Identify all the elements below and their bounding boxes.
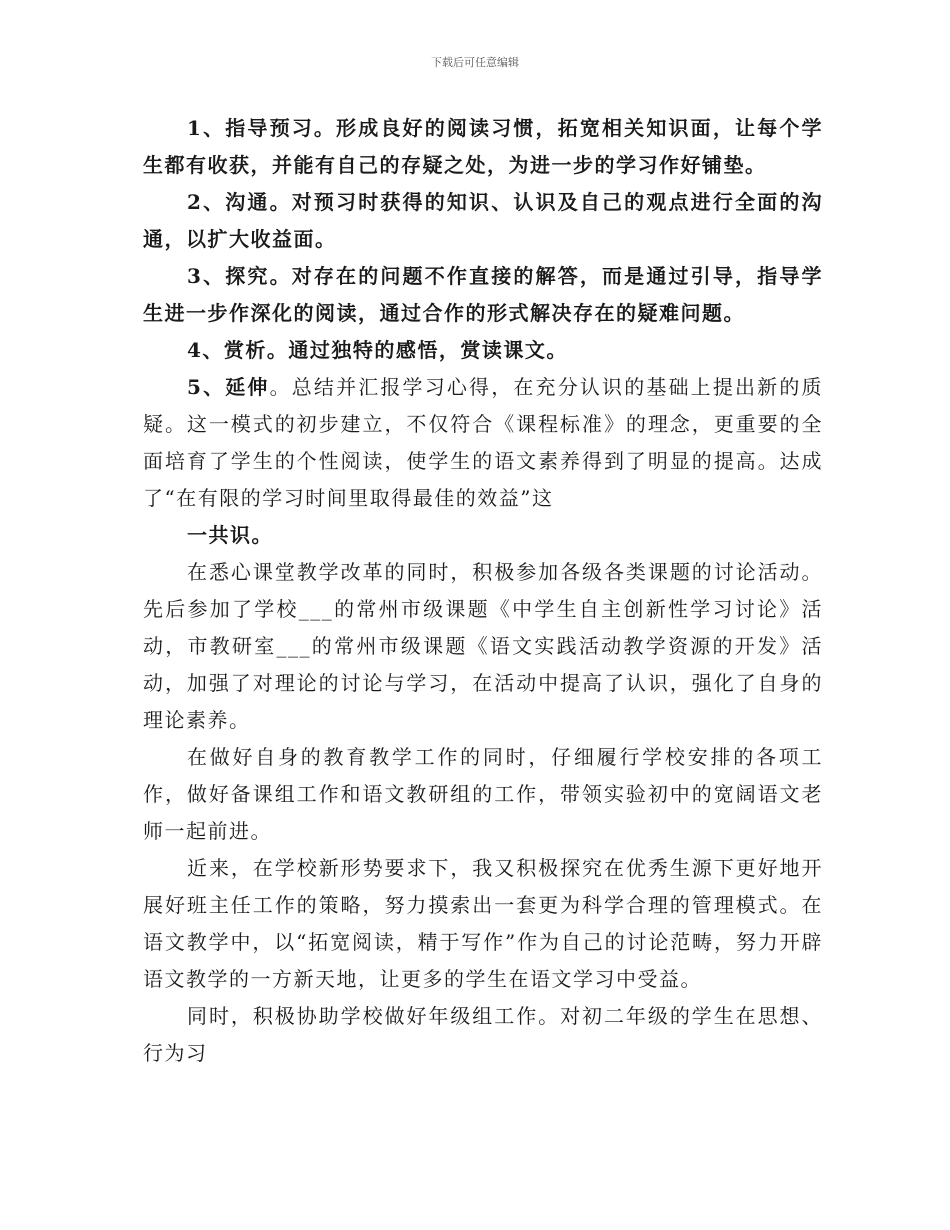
paragraph-text: 2、沟通。对预习时获得的知识、认识及自己的观点进行全面的沟通，以扩大收益面。 bbox=[143, 190, 823, 251]
paragraph-text: 同时，积极协助学校做好年级组工作。对初二年级的学生在思想、行为习 bbox=[143, 1004, 823, 1065]
paragraph-guide-preview bbox=[143, 110, 823, 184]
paragraph-text: 在悉心课堂教学改革的同时，积极参加各级各类课题的讨论活动。先后参加了学校___的常州市级课题《中学生自主创新性学习讨论》活动，市教研室___的常州市级课题《语文实践活动教学资源的开发》活动，加强了对理论的讨论与学习，在活动中提高了认识，强化了自身的理论素养。 bbox=[143, 560, 823, 732]
paragraph-lead: 5、延伸 bbox=[187, 375, 270, 399]
paragraph-consensus bbox=[143, 517, 823, 554]
paragraph-extend bbox=[143, 369, 823, 517]
paragraph-text: 4、赏析。通过独特的感悟，赏读课文。 bbox=[187, 338, 568, 362]
paragraph-explore bbox=[143, 258, 823, 332]
paragraph-text: 1、指导预习。形成良好的阅读习惯，拓宽相关知识面，让每个学生都有收获，并能有自己的存疑之处，为进一步的学习作好铺垫。 bbox=[143, 116, 823, 177]
paragraph-duties bbox=[143, 739, 823, 850]
paragraph-text: 近来，在学校新形势要求下，我又积极探究在优秀生源下更好地开展好班主任工作的策略，努力摸索出一套更为科学合理的管理模式。在语文教学中，以“拓宽阅读，精于写作”作为自己的讨论范畴，努力开辟语文教学的一方新天地，让更多的学生在语文学习中受益。 bbox=[143, 856, 823, 991]
paragraph-class-management bbox=[143, 850, 823, 998]
paragraph-text: 。总结并汇报学习心得，在充分认识的基础上提出新的质疑。这一模式的初步建立，不仅符合《课程标准》的理念，更重要的全面培育了学生的个性阅读，使学生的语文素养得到了明显的提高。达成了“在有限的学习时间里取得最佳的效益”这 bbox=[143, 375, 824, 510]
page-header: 下载后可任意编辑 bbox=[431, 56, 519, 69]
paragraph-text: 3、探究。对存在的问题不作直接的解答，而是通过引导，指导学生进一步作深化的阅读，通过合作的形式解决存在的疑难问题。 bbox=[143, 264, 823, 325]
document-body bbox=[143, 110, 823, 1072]
paragraph-research bbox=[143, 554, 823, 739]
paragraph-grade-work bbox=[143, 998, 823, 1072]
paragraph-communicate bbox=[143, 184, 823, 258]
paragraph-appreciate bbox=[143, 332, 823, 369]
paragraph-text: 一共识。 bbox=[187, 523, 273, 547]
paragraph-text: 在做好自身的教育教学工作的同时，仔细履行学校安排的各项工作，做好备课组工作和语文教研组的工作，带领实验初中的宽阔语文老师一起前进。 bbox=[143, 745, 823, 843]
